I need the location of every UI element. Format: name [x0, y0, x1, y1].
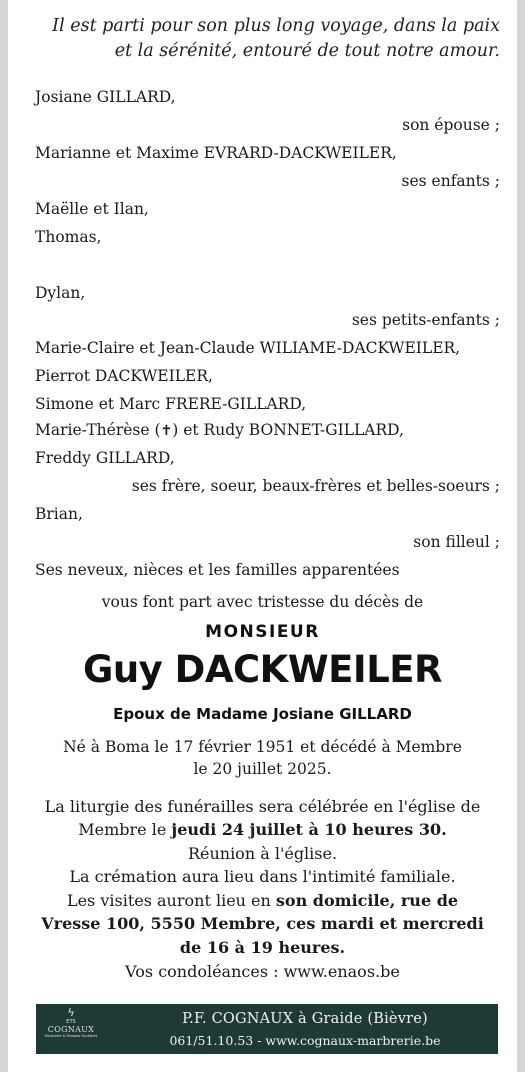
funeral-line: La crémation aura lieu dans l'intimité familiale. — [69, 867, 456, 886]
logo-name: COGNAUX — [47, 1025, 95, 1034]
family-line: ses frère, soeur, beaux-frères et belles-soeurs ; — [131, 477, 500, 495]
family-line: Thomas, — [35, 228, 102, 246]
funeral-home-logo — [40, 1006, 102, 1052]
family-line: Marianne et Maxime EVRARD-DACKWEILER, — [35, 144, 397, 162]
funeral-line — [8, 889, 517, 912]
funeral-date: jeudi 24 juillet à 10 heures 30. — [171, 820, 447, 839]
intro-quote — [52, 14, 500, 64]
logo-tagline: Marbrerie & Pompes Funèbres — [44, 1034, 98, 1038]
funeral-line-text: Les visites auront lieu en — [66, 891, 276, 910]
family-line — [35, 420, 404, 441]
visit-address: Vresse 100, 5550 Membre, ces mardi et mercredi — [41, 914, 484, 933]
family-line: Freddy GILLARD, — [35, 449, 175, 467]
deceased-name: Guy DACKWEILER — [82, 648, 443, 691]
funeral-line — [8, 936, 517, 959]
cross-icon: ✝ — [160, 423, 173, 439]
funeral-line: La liturgie des funérailles sera célébrée en l'église de — [44, 797, 481, 816]
funeral-home-contact: 061/51.10.53 - www.cognaux-marbrerie.be — [169, 1033, 441, 1048]
intro-line-1: Il est parti pour son plus long voyage, dans la paix — [52, 16, 500, 36]
family-line: Josiane GILLARD, — [35, 88, 176, 106]
family-line: son épouse ; — [402, 116, 500, 134]
obituary-page — [8, 0, 517, 1072]
family-line: Marie-Claire et Jean-Claude WILIAME-DACKWEILER, — [35, 339, 461, 357]
family-line: Dylan, — [35, 284, 86, 302]
family-line: Maëlle et Ilan, — [35, 200, 149, 218]
family-line: Brian, — [35, 505, 83, 523]
funeral-line: Réunion à l'église. — [187, 844, 338, 863]
family-line: Pierrot DACKWEILER, — [35, 367, 213, 385]
family-line-text: Marie-Thérèse ( — [35, 421, 161, 439]
family-line: son filleul ; — [413, 533, 500, 551]
condolences-line: Vos condoléances : www.enaos.be — [125, 962, 400, 981]
visit-location: son domicile, rue de — [275, 891, 459, 910]
family-line-text: ) et Rudy BONNET-GILLARD, — [172, 421, 404, 439]
intro-line-2: et la sérénité, entouré de tout notre amour. — [114, 41, 500, 61]
family-line: ses enfants ; — [401, 172, 500, 190]
logo-small-text: ETS — [66, 1019, 76, 1025]
title-monsieur: MONSIEUR — [205, 622, 320, 642]
funeral-home-banner — [36, 1004, 498, 1054]
funeral-line-text: Membre le — [78, 820, 172, 839]
family-line: Ses neveux, nièces et les familles apparentées — [35, 561, 400, 579]
family-line: ses petits-enfants ; — [351, 311, 500, 329]
family-line: Simone et Marc FRERE-GILLARD, — [35, 395, 307, 413]
funeral-line — [8, 912, 517, 935]
spouse-line: Epoux de Madame Josiane GILLARD — [113, 705, 412, 723]
birth-line-2: le 20 juillet 2025. — [193, 760, 332, 778]
visit-hours: de 16 à 19 heures. — [179, 938, 346, 957]
announcement: vous font part avec tristesse du décès de — [101, 593, 424, 611]
birth-line-1: Né à Boma le 17 février 1951 et décédé à Membre — [63, 738, 462, 756]
funeral-home-name: P.F. COGNAUX à Graide (Bièvre) — [182, 1011, 428, 1027]
funeral-line — [8, 818, 517, 841]
flame-icon: ϟ — [67, 1006, 75, 1019]
